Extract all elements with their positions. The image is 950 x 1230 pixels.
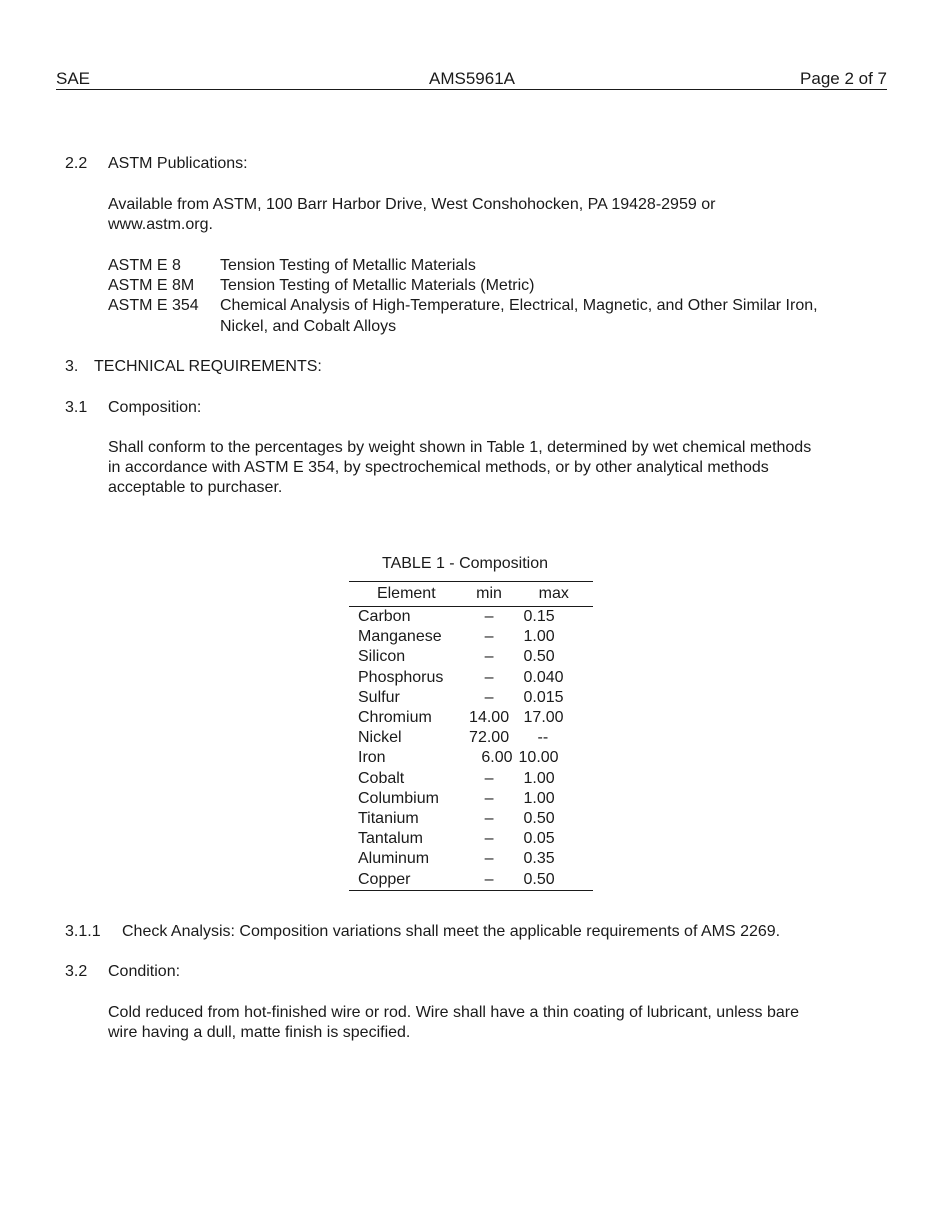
cell-min: – <box>464 869 515 890</box>
cell-min: 72.00 <box>469 729 510 747</box>
section-2-2-para-line-2: www.astm.org. <box>108 216 213 233</box>
table-row <box>349 647 593 667</box>
cell-max: 1.00 <box>523 789 555 807</box>
cell-min: – <box>484 628 494 646</box>
cell-element: Cobalt <box>358 769 405 787</box>
ref-code-astm-e354: ASTM E 354 <box>108 297 199 314</box>
section-3-1-number: 3.1 <box>65 399 88 416</box>
section-2-2-para-line-1: Available from ASTM, 100 Barr Harbor Drive, West Conshohocken, PA 19428-2959 or <box>108 196 716 213</box>
page-header <box>56 69 887 90</box>
cell-min: – <box>484 668 494 686</box>
section-3-number: 3. <box>65 358 79 375</box>
cell-element: Tantalum <box>358 830 423 848</box>
table-row <box>349 627 593 647</box>
section-3-1-1-text: Check Analysis: Composition variations shall meet the applicable requirements of AMS 2269. <box>122 923 781 940</box>
cell-element: Nickel <box>358 729 402 747</box>
cell-element: Phosphorus <box>358 668 444 686</box>
ref-title-astm-e8: Tension Testing of Metallic Materials <box>220 257 476 274</box>
cell-max: 0.35 <box>523 850 555 868</box>
table-row <box>349 789 593 809</box>
ref-title-astm-e8m: Tension Testing of Metallic Materials (Metric) <box>220 277 535 294</box>
cell-max: 10.00 <box>518 749 559 767</box>
cell-element: Carbon <box>358 608 411 626</box>
cell-min: – <box>484 789 494 807</box>
section-3-2-number: 3.2 <box>65 963 88 980</box>
cell-min: – <box>484 688 494 706</box>
cell-min: 14.00 <box>469 709 510 727</box>
cell-max: 0.50 <box>523 809 555 827</box>
cell-element: Silicon <box>358 648 406 666</box>
table-row <box>349 829 593 849</box>
composition-table <box>349 581 593 891</box>
table-caption: TABLE 1 - Composition <box>382 555 548 572</box>
table-row <box>349 809 593 829</box>
cell-min: – <box>484 769 494 787</box>
cell-min: – <box>484 648 494 666</box>
section-3-1-para-line-3: acceptable to purchaser. <box>108 479 283 496</box>
cell-max: 17.00 <box>523 709 564 727</box>
section-3-1-1-number: 3.1.1 <box>65 923 101 940</box>
cell-max: 0.015 <box>523 688 564 706</box>
cell-min: 6.00 <box>481 749 513 767</box>
cell-max: 1.00 <box>523 769 555 787</box>
table-row <box>349 668 593 688</box>
cell-element: Sulfur <box>358 688 400 706</box>
cell-min: – <box>484 850 494 868</box>
section-3-title: TECHNICAL REQUIREMENTS: <box>94 358 322 375</box>
cell-element: Columbium <box>358 789 439 807</box>
table-header-row <box>349 582 593 607</box>
cell-min: – <box>484 830 494 848</box>
cell-min: – <box>484 809 494 827</box>
ref-title-astm-e354-cont: Nickel, and Cobalt Alloys <box>220 318 397 335</box>
section-3-2-para-line-1: Cold reduced from hot-finished wire or rod. Wire shall have a thin coating of lubricant, unless bare <box>108 1004 800 1021</box>
section-2-2-title: ASTM Publications: <box>108 155 248 172</box>
header-element: Element <box>349 582 464 607</box>
cell-element: Aluminum <box>358 850 430 868</box>
header-org: SAE <box>56 69 91 88</box>
cell-min: – <box>484 608 494 626</box>
table-row <box>349 708 593 728</box>
cell-max: 0.040 <box>523 668 564 686</box>
cell-max: 0.05 <box>523 830 555 848</box>
header-min: min <box>464 582 515 607</box>
table-row <box>349 869 593 890</box>
header-max: max <box>515 582 593 607</box>
table-row <box>349 748 593 768</box>
section-2-2-number: 2.2 <box>65 155 88 172</box>
cell-max: 0.50 <box>515 869 593 890</box>
cell-element: Copper <box>349 869 464 890</box>
section-3-2-para-line-2: wire having a dull, matte finish is specified. <box>108 1024 411 1041</box>
table-row <box>349 769 593 789</box>
ref-title-astm-e354: Chemical Analysis of High-Temperature, Electrical, Magnetic, and Other Similar Iron, <box>220 297 818 314</box>
table-row <box>349 728 593 748</box>
header-doc-number: AMS5961A <box>429 69 515 88</box>
ref-code-astm-e8: ASTM E 8 <box>108 257 181 274</box>
table-row <box>349 688 593 708</box>
cell-element: Chromium <box>358 709 432 727</box>
section-3-2-title: Condition: <box>108 963 181 980</box>
cell-element: Titanium <box>358 809 419 827</box>
section-3-1-title: Composition: <box>108 399 202 416</box>
section-3-1-para-line-1: Shall conform to the percentages by weight shown in Table 1, determined by wet chemical methods <box>108 439 812 456</box>
table-row <box>349 849 593 869</box>
table-row <box>349 607 593 628</box>
cell-element: Manganese <box>358 628 442 646</box>
header-page-number: Page 2 of 7 <box>800 69 887 88</box>
cell-max: -- <box>537 729 549 747</box>
cell-max: 0.50 <box>523 648 555 666</box>
cell-max: 1.00 <box>523 628 555 646</box>
section-3-1-para-line-2: in accordance with ASTM E 354, by spectrochemical methods, or by other analytical methods <box>108 459 769 476</box>
cell-element: Iron <box>358 749 386 767</box>
cell-max: 0.15 <box>523 608 555 626</box>
ref-code-astm-e8m: ASTM E 8M <box>108 277 195 294</box>
